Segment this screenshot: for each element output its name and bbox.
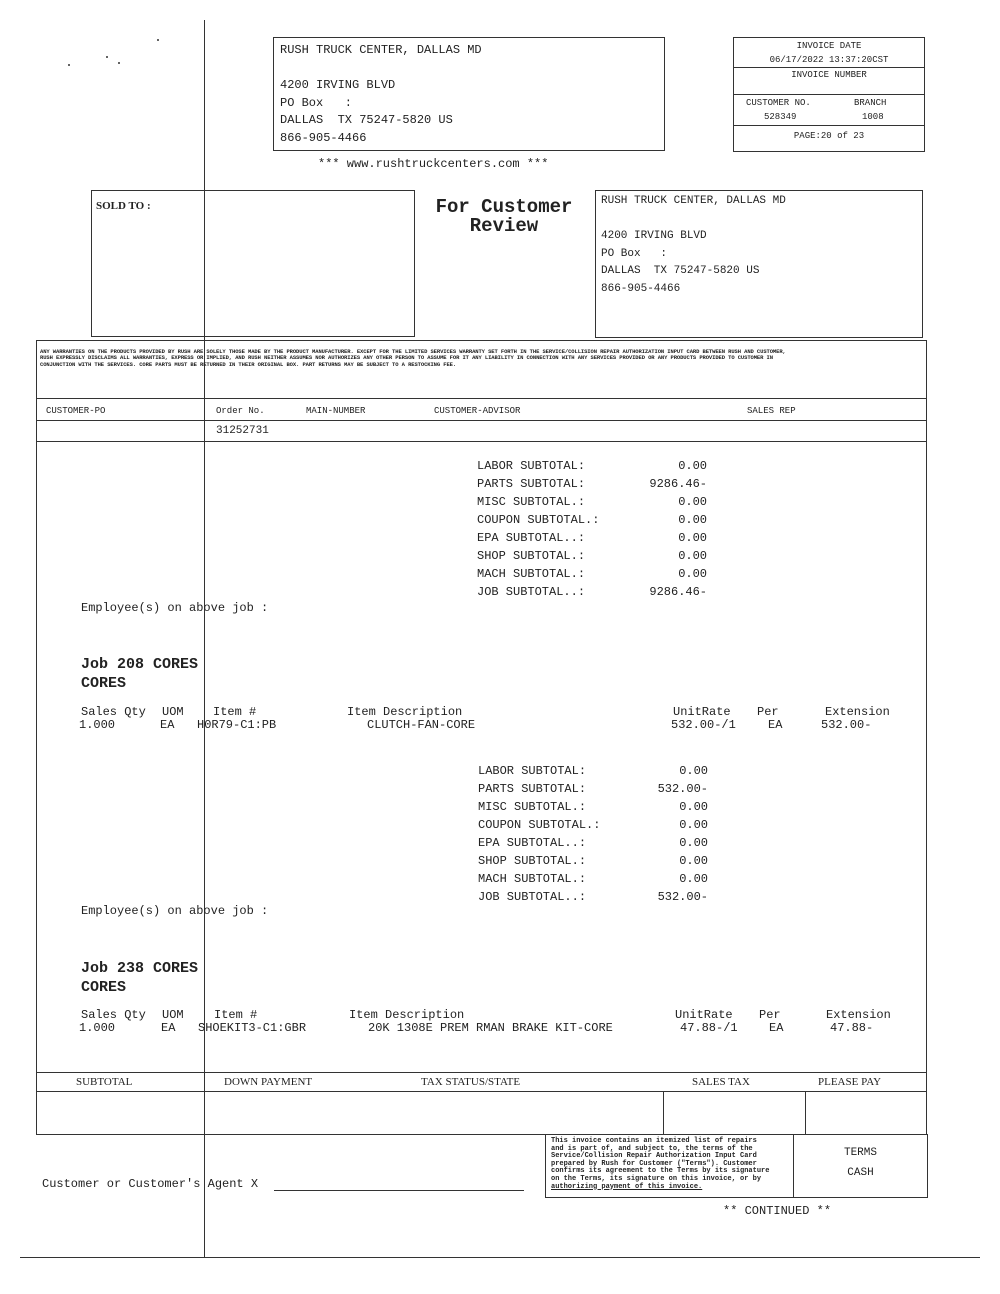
terms-notice-line: confirms its agreement to the Terms by its signature	[551, 1167, 770, 1176]
company-address-box	[273, 37, 665, 151]
subtotal-label: JOB SUBTOTAL..:	[478, 890, 587, 904]
item-qty: 1.000	[79, 718, 116, 732]
subtotal-label: PARTS SUBTOTAL:	[477, 477, 586, 491]
order-no-label: Order No.	[216, 406, 265, 416]
employees-label: Employee(s) on above job :	[81, 904, 269, 918]
terms-notice-line: on the Terms, its signature on this invoice, or by	[551, 1174, 762, 1183]
subtotal-value: 0.00	[678, 513, 707, 527]
job-title: Job 208 CORES	[81, 656, 199, 673]
subtotal-value: 0.00	[679, 872, 708, 886]
item-extension: 47.88-	[830, 1021, 874, 1035]
terms-notice-box	[545, 1134, 928, 1198]
subtotal-label: MISC SUBTOTAL.:	[477, 495, 586, 509]
remit-name: RUSH TRUCK CENTER, DALLAS MD	[601, 195, 786, 207]
col-extension: Extension	[826, 1008, 891, 1022]
remit-po-box: PO Box :	[601, 247, 668, 260]
item-extension: 532.00-	[821, 718, 872, 732]
col-sales-qty: Sales Qty	[81, 705, 146, 719]
item-unit-rate: 47.88-/1	[680, 1021, 738, 1035]
branch-label: BRANCH	[854, 98, 887, 108]
customer-review-stamp	[418, 198, 590, 236]
col-unit-rate: UnitRate	[673, 705, 731, 719]
company-city-line: DALLAS TX 75247-5820 US	[280, 113, 453, 127]
customer-po-label: CUSTOMER-PO	[46, 406, 106, 416]
sold-to-label: SOLD TO :	[96, 200, 151, 212]
subtotal-value: 532.00-	[657, 782, 708, 796]
col-uom: UOM	[162, 1008, 184, 1022]
col-item-description: Item Description	[347, 705, 463, 719]
frame-top-line	[36, 340, 927, 341]
down-payment-column-label: DOWN PAYMENT	[224, 1076, 313, 1088]
order-no-value: 31252731	[216, 425, 269, 437]
invoice-date-value: 06/17/2022 13:37:20CST	[769, 55, 889, 65]
remit-address-box	[595, 190, 923, 338]
company-street: 4200 IRVING BLVD	[280, 78, 396, 92]
subtotal-value: 9286.46-	[649, 585, 707, 599]
customer-advisor-label: CUSTOMER-ADVISOR	[434, 406, 521, 416]
review-stamp-line2: Review	[469, 215, 539, 237]
signature-line[interactable]	[274, 1190, 524, 1191]
subtotals-block-2	[478, 762, 708, 906]
subtotal-label: MACH SUBTOTAL.:	[477, 567, 586, 581]
remit-city-line: DALLAS TX 75247-5820 US	[601, 265, 760, 277]
job-subtitle: CORES	[81, 675, 127, 692]
item-number: SHOEKIT3-C1:GBR	[198, 1021, 307, 1035]
remit-phone: 866-905-4466	[601, 282, 681, 295]
customer-no-label: CUSTOMER NO.	[746, 98, 811, 108]
remit-street: 4200 IRVING BLVD	[601, 230, 707, 242]
subtotal-label: MISC SUBTOTAL.:	[478, 800, 587, 814]
subtotal-value: 9286.46-	[649, 477, 707, 491]
sales-tax-column-label: SALES TAX	[692, 1076, 750, 1088]
terms-label: TERMS	[843, 1147, 877, 1159]
item-description: CLUTCH-FAN-CORE	[367, 718, 476, 732]
col-item-no: Item #	[213, 705, 257, 719]
subtotal-column-label: SUBTOTAL	[76, 1076, 133, 1088]
scan-speck	[157, 39, 159, 41]
job-subtitle: CORES	[81, 979, 127, 996]
invoice-info-box	[733, 37, 925, 152]
item-unit-rate: 532.00-/1	[671, 718, 736, 732]
terms-notice-line: This invoice contains an itemized list of repairs	[551, 1137, 757, 1145]
sales-rep-label: SALES REP	[747, 406, 796, 416]
terms-notice-line: Service/Collision Repair Authorization Input Card	[551, 1152, 757, 1161]
terms-notice-line: prepared by Rush for Customer ("Terms"). Customer	[551, 1159, 757, 1168]
bottom-scan-line	[20, 1257, 980, 1258]
company-po-box: PO Box :	[280, 95, 353, 110]
subtotal-value: 0.00	[679, 800, 708, 814]
terms-value: CASH	[847, 1167, 874, 1179]
scan-speck	[106, 56, 108, 58]
scan-speck	[68, 64, 70, 66]
subtotal-value: 0.00	[678, 549, 707, 563]
subtotal-label: SHOP SUBTOTAL.:	[478, 854, 587, 868]
frame-left-line	[36, 340, 37, 1135]
warranty-notice	[40, 349, 922, 368]
col-item-no: Item #	[214, 1008, 258, 1022]
item-number: H0R79-C1:PB	[197, 718, 277, 732]
col-unit-rate: UnitRate	[675, 1008, 733, 1022]
subtotal-label: COUPON SUBTOTAL.:	[478, 818, 601, 832]
subtotal-label: EPA SUBTOTAL..:	[478, 836, 587, 850]
invoice-number-label: INVOICE NUMBER	[791, 70, 867, 80]
job-title: Job 238 CORES	[81, 960, 199, 977]
employees-label: Employee(s) on above job :	[81, 601, 269, 615]
subtotal-value: 0.00	[678, 459, 707, 473]
warranty-line: CONJUNCTION WITH THE SERVICES. CORE PARTS MUST BE RETURNED IN THEIR ORIGINAL BOX. PART RETURNS MAY BE SUBJECT TO A RESTOCKING FEE.	[40, 360, 457, 368]
item-description: 20K 1308E PREM RMAN BRAKE KIT-CORE	[368, 1021, 613, 1035]
item-uom: EA	[160, 718, 175, 732]
col-item-description: Item Description	[349, 1008, 465, 1022]
col-per: Per	[757, 705, 779, 719]
item-per: EA	[769, 1021, 784, 1035]
subtotal-label: PARTS SUBTOTAL:	[478, 782, 587, 796]
main-number-label: MAIN-NUMBER	[306, 406, 366, 416]
col-extension: Extension	[825, 705, 890, 719]
company-name: RUSH TRUCK CENTER, DALLAS MD	[280, 43, 482, 57]
col-sales-qty: Sales Qty	[81, 1008, 146, 1022]
subtotal-value: 0.00	[679, 818, 708, 832]
invoice-date-label: INVOICE DATE	[796, 41, 862, 51]
frame-right-line	[926, 340, 927, 1135]
signature-label: Customer or Customer's Agent X	[42, 1177, 259, 1191]
sold-to-box	[91, 190, 415, 337]
page-number: PAGE:20 of 23	[793, 131, 865, 141]
subtotal-value: 0.00	[679, 764, 708, 778]
item-per: EA	[768, 718, 783, 732]
please-pay-column-label: PLEASE PAY	[818, 1076, 882, 1088]
warranty-line: ANY WARRANTIES ON THE PRODUCTS PROVIDED BY RUSH ARE SOLELY THOSE MADE BY THE PRODUCT MANUFACTURER. EXCEPT FOR THE LIMITED SERVICES WARRANTY SET FORTH IN THE SERVICE/COLLISION REPAIR AUTHORIZATION INPUT CARD BETWEEN RUSH AND CUSTOMER,	[40, 349, 786, 355]
subtotal-label: LABOR SUBTOTAL:	[478, 764, 587, 778]
col-per: Per	[759, 1008, 781, 1022]
continued-label: ** CONTINUED **	[723, 1204, 832, 1218]
subtotal-value: 0.00	[678, 531, 707, 545]
customer-no-value: 528349	[764, 112, 797, 122]
subtotals-block-1	[477, 457, 707, 601]
terms-notice	[551, 1138, 769, 1191]
scan-speck	[118, 62, 120, 64]
subtotal-value: 0.00	[679, 836, 708, 850]
subtotal-value: 0.00	[679, 854, 708, 868]
subtotal-label: LABOR SUBTOTAL:	[477, 459, 586, 473]
item-uom: EA	[161, 1021, 176, 1035]
subtotal-label: MACH SUBTOTAL.:	[478, 872, 587, 886]
item-qty: 1.000	[79, 1021, 116, 1035]
subtotal-value: 0.00	[678, 495, 707, 509]
subtotal-value: 532.00-	[657, 890, 708, 904]
terms-notice-line: authorizing payment of this invoice.	[551, 1182, 703, 1191]
subtotal-label: EPA SUBTOTAL..:	[477, 531, 586, 545]
col-uom: UOM	[162, 705, 184, 719]
warranty-line: RUSH EXPRESSLY DISCLAIMS ALL WARRANTIES, EXPRESS OR IMPLIED, AND RUSH NEITHER ASSUMES NOR AUTHORIZES ANY OTHER PERSON TO ASSUME FOR IT ANY LIABILITY IN CONNECTION WITH ANY SERVICES PROVIDED OR ANY PRODUCTS PROVIDED TO CUSTOMER IN	[40, 354, 773, 362]
review-stamp-line1: For Customer	[435, 196, 573, 218]
tax-status-column-label: TAX STATUS/STATE	[421, 1076, 521, 1088]
subtotal-value: 0.00	[678, 567, 707, 581]
branch-value: 1008	[862, 112, 884, 122]
subtotal-label: JOB SUBTOTAL..:	[477, 585, 586, 599]
subtotal-label: SHOP SUBTOTAL.:	[477, 549, 586, 563]
terms-notice-line: and is part of, and subject to, the terms of the	[551, 1144, 753, 1153]
company-phone: 866-905-4466	[280, 130, 367, 145]
company-website: *** www.rushtruckcenters.com ***	[318, 157, 549, 171]
subtotal-label: COUPON SUBTOTAL.:	[477, 513, 600, 527]
